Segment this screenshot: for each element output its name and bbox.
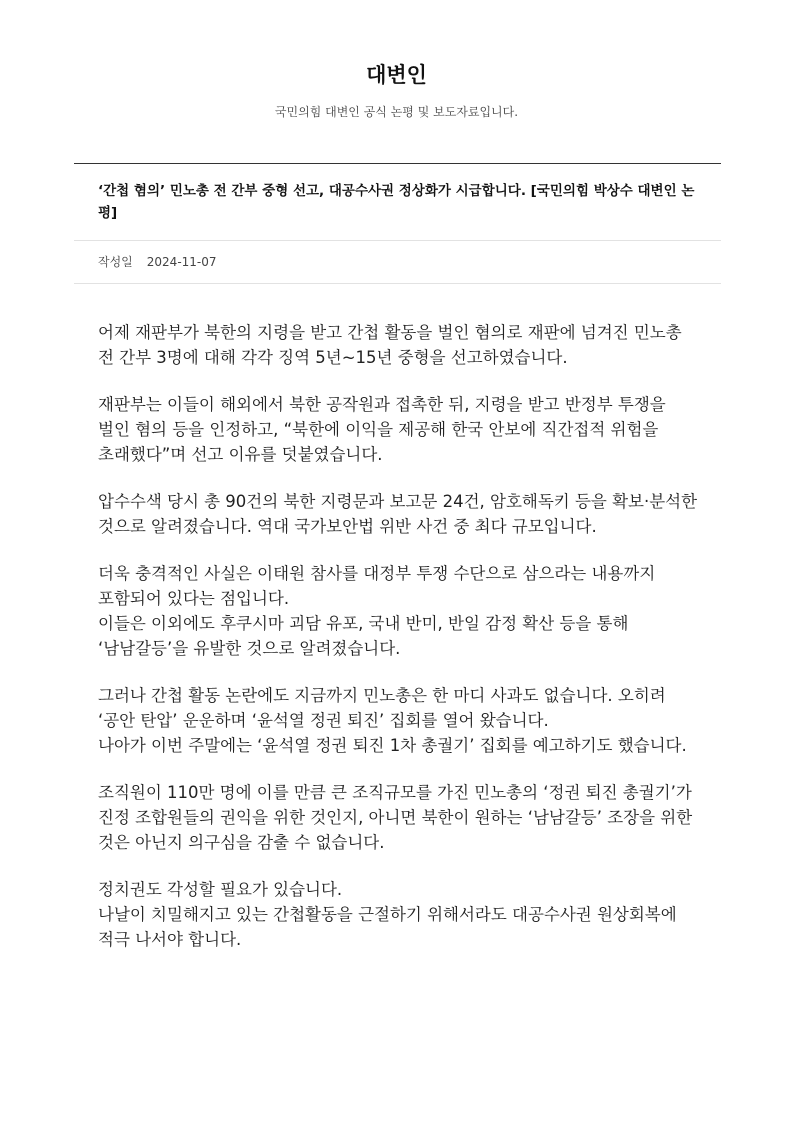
body-paragraph <box>98 683 698 758</box>
post-meta <box>98 253 217 271</box>
post-title: ‘간첩 혐의’ 민노총 전 간부 중형 선고, 대공수사권 정상화가 시급합니다. [국민의힘 박상수 대변인 논평] <box>98 183 695 221</box>
body-line: 이들은 이외에도 후쿠시마 괴담 유포, 국내 반미, 반일 감정 확산 등을 통해 ‘남남갈등’을 유발한 것으로 알려졌습니다. <box>98 614 629 658</box>
body-paragraph <box>98 780 698 855</box>
date-label: 작성일 <box>98 255 133 269</box>
body-line: 그러나 간첩 활동 논란에도 지금까지 민노총은 한 마디 사과도 없습니다. 오히려 ‘공안 탄압’ 운운하며 ‘윤석열 정권 퇴진’ 집회를 열어 왔습니다. <box>98 686 666 730</box>
body-paragraph <box>98 561 698 661</box>
body-line: 더욱 충격적인 사실은 이태원 참사를 대정부 투쟁 수단으로 삼으라는 내용까지 포함되어 있다는 점입니다. <box>98 564 656 608</box>
body-line: 조직원이 110만 명에 이를 만큼 큰 조직규모를 가진 민노총의 ‘정권 퇴진 총궐기’가 진정 조합원들의 권익을 위한 것인지, 아니면 북한이 원하는 ‘남남갈등’ 조장을 위한 것은 아닌지 의구심을 감출 수 없습니다. <box>98 783 693 852</box>
body-paragraph <box>98 489 698 539</box>
body-paragraph <box>98 877 698 952</box>
post-body <box>98 320 698 974</box>
body-line: 정치권도 각성할 필요가 있습니다. <box>98 880 343 899</box>
meta-divider <box>74 283 721 284</box>
header-divider <box>74 163 721 164</box>
body-line: 어제 재판부가 북한의 지령을 받고 간첩 활동을 벌인 혐의로 재판에 넘겨진 민노총 전 간부 3명에 대해 각각 징역 5년~15년 중형을 선고하였습니다. <box>98 323 682 367</box>
date-value: 2024-11-07 <box>146 255 217 269</box>
body-line: 압수수색 당시 총 90건의 북한 지령문과 보고문 24건, 암호해독키 등을 확보·분석한 것으로 알려졌습니다. 역대 국가보안법 위반 사건 중 최다 규모입니다. <box>98 492 698 536</box>
body-line: 나아가 이번 주말에는 ‘윤석열 정권 퇴진 1차 총궐기’ 집회를 예고하기도 했습니다. <box>98 736 687 755</box>
site-subtitle: 국민의힘 대변인 공식 논평 및 보도자료입니다. <box>274 105 519 119</box>
body-line: 재판부는 이들이 해외에서 북한 공작원과 접촉한 뒤, 지령을 받고 반정부 투쟁을 벌인 혐의 등을 인정하고, “북한에 이익을 제공해 한국 안보에 직간접적 위험을 초래했다”며 선고 이유를 덧붙였습니다. <box>98 395 666 464</box>
body-paragraph <box>98 320 698 370</box>
body-paragraph <box>98 392 698 467</box>
title-divider <box>74 240 721 241</box>
body-line: 나날이 치밀해지고 있는 간첩활동을 근절하기 위해서라도 대공수사권 원상회복에 적극 나서야 합니다. <box>98 905 677 949</box>
site-title[interactable]: 대변인 <box>366 63 427 87</box>
